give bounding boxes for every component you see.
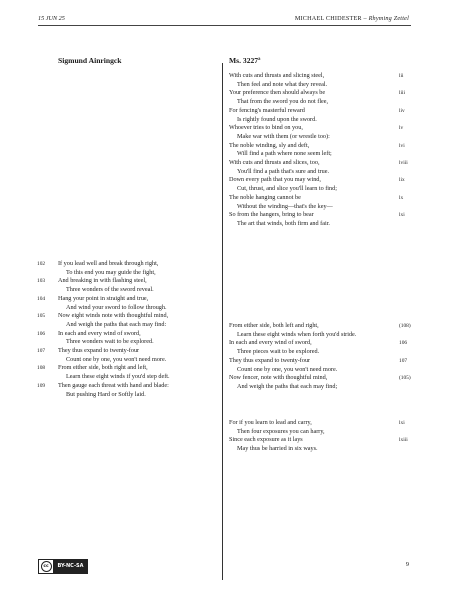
verse-reference: (105) bbox=[399, 375, 411, 382]
verse-line bbox=[229, 168, 419, 177]
verse-text: Count one by one, you won't need more. bbox=[66, 355, 167, 363]
verse-text: Cut, thrust, and slice you'll learn to find; bbox=[237, 185, 337, 193]
verse-reference: lviii bbox=[399, 160, 408, 167]
verse-text: Since each exposure as it lays bbox=[229, 436, 303, 444]
verse-text: For fencing's masterful reward bbox=[229, 106, 305, 114]
verse-text: Three wonders of the sword reveal. bbox=[66, 286, 154, 294]
verse-text: Whoever tries to bind on you, bbox=[229, 124, 303, 132]
verse-line bbox=[58, 391, 218, 400]
left-verse-block bbox=[37, 260, 218, 399]
verse-text: Your preference then should always be bbox=[229, 89, 326, 97]
verse-text: Learn these eight winds if you'd step deft. bbox=[66, 373, 170, 381]
verse-line bbox=[229, 176, 419, 185]
header-title: Rhyming Zettel bbox=[368, 15, 409, 22]
verse-text: They thus expand to twenty-four bbox=[229, 356, 311, 364]
verse-text: From either side, both right and left, bbox=[58, 364, 148, 372]
header-author: MICHAEL CHIDESTER bbox=[294, 15, 362, 22]
verse-line bbox=[229, 366, 419, 375]
verse-text: Will find a path where none seem left; bbox=[237, 150, 332, 158]
verse-line bbox=[229, 116, 419, 125]
cc-icon: cc bbox=[39, 560, 54, 573]
header-rule bbox=[38, 25, 411, 26]
right-bottom-block bbox=[229, 419, 419, 454]
verse-line bbox=[229, 220, 419, 229]
verse-text: Three pieces wait to be explored. bbox=[237, 348, 320, 356]
verse-text: In each and every wind of sword, bbox=[229, 339, 312, 347]
verse-line bbox=[229, 185, 419, 194]
verse-reference: lxiii bbox=[399, 437, 408, 444]
verse-line bbox=[229, 419, 419, 428]
line-number: 108 bbox=[37, 365, 46, 372]
verse-line bbox=[229, 374, 419, 383]
verse-line bbox=[229, 322, 419, 331]
verse-text: The noble winding, sly and deft, bbox=[229, 141, 310, 149]
verse-line bbox=[229, 357, 419, 366]
verse-text: But pushing Hard or Softly laid. bbox=[66, 390, 146, 398]
line-number: 107 bbox=[37, 348, 46, 355]
verse-text: Then gauge each threat with hand and blade: bbox=[58, 381, 169, 389]
verse-text: Three wonders wait to be explored. bbox=[66, 338, 154, 346]
verse-line bbox=[37, 364, 218, 373]
verse-reference: 107 bbox=[399, 357, 408, 364]
verse-line bbox=[229, 203, 419, 212]
column-divider bbox=[222, 63, 223, 580]
line-number: 106 bbox=[37, 330, 46, 337]
verse-text: You'll find a path that's sure and true. bbox=[237, 167, 329, 175]
line-number: 105 bbox=[37, 313, 46, 320]
verse-reference: lx bbox=[399, 194, 404, 201]
verse-line bbox=[229, 348, 419, 357]
page-number: 9 bbox=[405, 561, 409, 568]
verse-line bbox=[229, 445, 419, 454]
verse-line bbox=[229, 81, 419, 90]
license-label: BY-NC-SA bbox=[54, 560, 87, 573]
header-date: 15 JUN 25 bbox=[38, 15, 65, 22]
verse-reference: lix bbox=[399, 177, 405, 184]
verse-line bbox=[229, 383, 419, 392]
verse-text: In each and every wind of sword, bbox=[58, 329, 141, 337]
right-top-block bbox=[229, 72, 419, 229]
verse-reference: liv bbox=[399, 107, 405, 114]
verse-line bbox=[229, 98, 419, 107]
verse-reference: (108) bbox=[399, 323, 411, 329]
line-number: 109 bbox=[37, 382, 46, 389]
right-mid-block bbox=[229, 322, 419, 392]
verse-reference: lxi bbox=[399, 212, 405, 219]
verse-reference: lxi bbox=[399, 420, 405, 426]
verse-line bbox=[58, 321, 218, 330]
verse-text: The noble hanging cannot be bbox=[229, 193, 301, 201]
line-number: 103 bbox=[37, 278, 46, 285]
left-column-title: Sigmund Ainringck bbox=[58, 56, 122, 65]
verse-text: And breaking in with flashing steel, bbox=[58, 277, 147, 285]
verse-line bbox=[229, 124, 419, 133]
verse-line bbox=[229, 159, 419, 168]
right-column-title: Ms. 3227ª bbox=[229, 56, 261, 65]
verse-reference: lvi bbox=[399, 142, 405, 149]
verse-text: Make war with them (or wrestle too): bbox=[237, 132, 330, 140]
verse-text: Is rightly found upon the sword. bbox=[237, 115, 317, 123]
verse-line bbox=[229, 150, 419, 159]
verse-text: So from the hangers, bring to bear bbox=[229, 211, 314, 219]
verse-text: To this end you may guide the fight, bbox=[66, 268, 156, 276]
verse-line bbox=[229, 72, 419, 81]
line-number: 104 bbox=[37, 295, 46, 302]
verse-text: The art that winds, both firm and fair. bbox=[237, 219, 330, 227]
verse-line bbox=[229, 194, 419, 203]
verse-text: Count one by one, you won't need more. bbox=[237, 365, 338, 373]
verse-text: Now eight winds note with thoughtful mind, bbox=[58, 312, 169, 320]
verse-line bbox=[58, 356, 218, 365]
verse-line bbox=[229, 211, 419, 220]
cc-license-badge[interactable] bbox=[38, 559, 88, 574]
line-number: 102 bbox=[37, 261, 46, 267]
verse-line bbox=[58, 286, 218, 295]
verse-text: Then feel and note what they reveal. bbox=[237, 80, 328, 88]
verse-line bbox=[37, 347, 218, 356]
header-running-title bbox=[295, 15, 409, 22]
verse-text: Now fencer, note with thoughtful mind, bbox=[229, 374, 328, 382]
verse-text: With cuts and thrusts and slicing steel, bbox=[229, 72, 325, 79]
verse-text: Learn these eight winds when forth you'd stride. bbox=[237, 330, 357, 338]
verse-line bbox=[229, 331, 419, 340]
verse-line bbox=[37, 381, 218, 391]
header-separator: – bbox=[361, 15, 369, 22]
verse-line bbox=[229, 436, 419, 445]
verse-text: And weigh the paths that each may find; bbox=[237, 382, 338, 390]
verse-text: Then four exposures you can harry, bbox=[237, 427, 325, 435]
verse-line bbox=[37, 312, 218, 321]
verse-line bbox=[229, 133, 419, 142]
verse-text: For if you learn to lead and carry, bbox=[229, 419, 312, 426]
verse-text: That from the sword you do not flee, bbox=[237, 98, 329, 106]
verse-line bbox=[229, 89, 419, 98]
verse-text: May thus be harried in six ways. bbox=[237, 445, 318, 453]
verse-text: Hang your point in straight and true, bbox=[58, 294, 149, 302]
verse-text: And wind your sword to follow through. bbox=[66, 303, 167, 311]
verse-line bbox=[229, 142, 419, 151]
verse-line bbox=[37, 260, 218, 269]
verse-text: If you lead well and break through right, bbox=[58, 260, 159, 267]
verse-text: From either side, both left and right, bbox=[229, 322, 319, 329]
verse-text: With cuts and thrusts and slices, too, bbox=[229, 159, 320, 167]
verse-line bbox=[58, 373, 218, 382]
verse-reference: lv bbox=[399, 125, 404, 132]
verse-text: Down every path that you may wind, bbox=[229, 176, 321, 184]
verse-line bbox=[37, 294, 218, 304]
verse-line bbox=[229, 107, 419, 116]
verse-reference: liii bbox=[399, 90, 405, 97]
verse-text: They thus expand to twenty-four bbox=[58, 347, 140, 355]
verse-line bbox=[58, 304, 218, 313]
verse-line bbox=[58, 338, 218, 347]
verse-line bbox=[229, 339, 419, 348]
verse-line bbox=[37, 329, 218, 339]
verse-line bbox=[229, 428, 419, 437]
verse-line bbox=[37, 277, 218, 286]
verse-reference: 106 bbox=[399, 340, 408, 347]
verse-reference: lii bbox=[399, 73, 404, 79]
verse-text: And weigh the paths that each may find: bbox=[66, 320, 167, 328]
verse-line bbox=[58, 269, 218, 278]
verse-text: Without the winding—that's the key— bbox=[237, 202, 333, 210]
